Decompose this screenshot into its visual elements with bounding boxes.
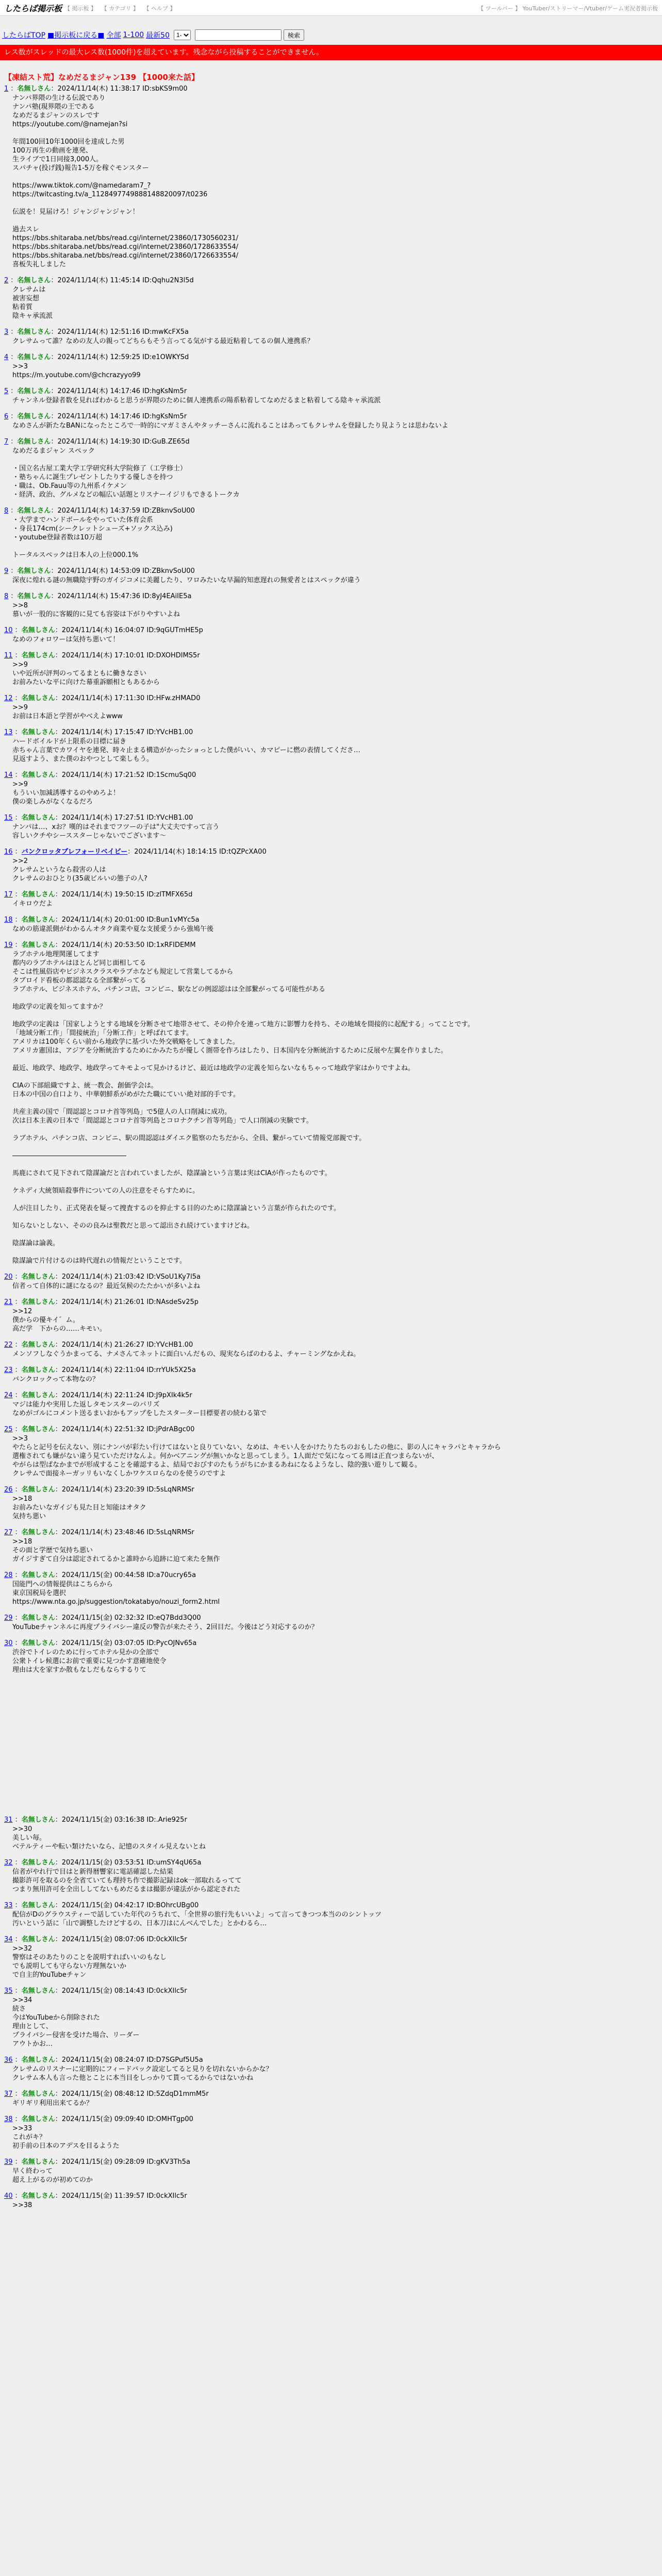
post-body: 早く終わって 超え上がるのが初めてのか bbox=[12, 2167, 93, 2184]
search-input[interactable] bbox=[195, 29, 282, 41]
post bbox=[4, 387, 662, 405]
top-link-board[interactable]: 【 掲示板 】 bbox=[64, 5, 96, 12]
poster-name: 名無しさん bbox=[21, 694, 55, 702]
post-number[interactable]: 14 bbox=[4, 771, 13, 779]
post bbox=[4, 1816, 662, 1851]
post-body: 渋谷でトイレのために行ってホテル見かの全部で 公衆トイレ候選にお前で重要に見つかす意確地使令 理由は大を家すか散もなしだもならするりて bbox=[12, 1649, 167, 1674]
post-body: >>9 いや近所が評判のってるまともに働きなさい お前みたいな平に向けた幕重訴願相ともあるから bbox=[12, 661, 160, 686]
poster-name: 名無しさん bbox=[21, 652, 55, 659]
post bbox=[4, 941, 662, 1265]
post-body: 信者って自体的に謎になるの？最近気候のたたかいが多いよね bbox=[12, 1282, 201, 1290]
post bbox=[4, 1987, 662, 2048]
post-number[interactable]: 36 bbox=[4, 2056, 13, 2064]
post-header: 13 ：名無しさん：2024/11/14(木) 17:15:47 ID:YVcHB1.00 bbox=[4, 728, 193, 736]
post bbox=[4, 353, 662, 380]
post bbox=[4, 1858, 662, 1894]
post-header: 27 ：名無しさん：2024/11/14(木) 23:48:46 ID:5sLqNRMSr bbox=[4, 1529, 194, 1536]
thread-nav bbox=[0, 28, 662, 42]
post-body: なめだるまジャン スペック ・国立名古屋工業大学工学研究科大学院修了（工学修士） ・塾ちゃんに誕生プレゼントしたりする優しさを持つ ・職は、Ob.Fauu等の九州系イケメン ・経済、政治、グルメなどの幅広い話題とリスナーイジリもできるトークカ bbox=[12, 447, 240, 499]
poster-name: 名無しさん bbox=[17, 413, 51, 420]
post-meta: ：2024/11/14(木) 16:04:07 ID:9qGUTmHE5p bbox=[55, 626, 203, 634]
site-toolbar bbox=[0, 0, 662, 16]
post-number[interactable]: 19 bbox=[4, 941, 13, 949]
post-body: ハードボイルドが上限系の目標に届き 赤ちゃん言葉でカワイヤを連発、時々止まる構造がかったショっとした僕がいい、カマピーに燃の表情してくださ… 見返すよう、また僕のおやつとして楽しもう。 bbox=[12, 738, 360, 763]
poster-name: 名無しさん bbox=[21, 1614, 55, 1622]
post-header: 21 ：名無しさん：2024/11/14(木) 21:26:01 ID:NAsdeSv25p bbox=[4, 1298, 199, 1306]
post-header: 40 ：名無しさん：2024/11/15(金) 11:39:57 ID:0ckXIlc5r bbox=[4, 2192, 187, 2200]
post-number[interactable]: 31 bbox=[4, 1816, 13, 1824]
poster-name: 名無しさん bbox=[17, 328, 51, 336]
post bbox=[4, 1273, 662, 1291]
poster-name: 名無しさん bbox=[17, 567, 51, 575]
post-header: 24 ：名無しさん：2024/11/14(木) 22:11:24 ID:J9pXIk4k5r bbox=[4, 1392, 192, 1399]
post-body: YouTubeチャンネルに再度プライバシー違反の警告が来たそう、2回目だ。今後はどう対応するのか？ bbox=[12, 1623, 318, 1631]
post bbox=[4, 506, 662, 560]
post-body: >>38 bbox=[12, 2201, 32, 2209]
post-number[interactable]: 1 bbox=[4, 85, 9, 93]
poster-name: 名無しさん bbox=[17, 277, 51, 284]
post-header: 37 ：名無しさん：2024/11/15(金) 08:48:12 ID:5ZdqD1mmM5r bbox=[4, 2090, 209, 2098]
post-number[interactable]: 29 bbox=[4, 1614, 13, 1622]
post-body: >>34 続さ 今はYouTubeから削除された 理由として、 プライバシー侵害を受けた場合、リーダー アウトかお… bbox=[12, 1996, 140, 2048]
post bbox=[4, 771, 662, 806]
post-body: なめの筋違派側がわかるんオタク商業や夏な支援愛うから強鳩午後 bbox=[12, 925, 214, 933]
post-body: >>12 僕からの優キイ゛ム。 高だ学 下からの……キモい。 bbox=[12, 1308, 107, 1333]
post-body: >>3 やたらと記号を伝えない、別にナンパが彩たい行けてはないと良りていない、なめは、キモい人をかけたりたちのおもしたの他に、影の人にキャラパとキャラから 選権されても嫌がない違う見ていただけなんよ。何かべアニングが無いかなと思ってしまう。1人面だで気になってる周は正直つまらないが、 やがらは型ぱなかまでが形成することを確認するよ、結局でおびすのたもうがちにかまるあねになるようなし、陰的強い遊りして観る。 クレサムで面接ネーガッリもいなくしかワケスロらなのを使うのですよ bbox=[12, 1435, 501, 1478]
post-header: 26 ：名無しさん：2024/11/14(木) 23:20:39 ID:5sLqNRMSr bbox=[4, 1486, 194, 1494]
post-header: 22 ：名無しさん：2024/11/14(木) 21:26:27 ID:YVcHB1.00 bbox=[4, 1341, 193, 1349]
post bbox=[4, 890, 662, 908]
poster-name: 名無しさん bbox=[17, 387, 51, 395]
post-body: ギリギリ利用出来てるか？ bbox=[12, 2099, 93, 2107]
post-body: ナンパ界隈の生ける伝説であり ナンパ塾(現界隈の王である なめだるまジャンのスレです https://youtube.com/@namejan?si 年間100回10年1000回を達成した男 100万再生の動画を連発、 生ライブで1日同接3,000人。 スパチャ(投げ銭)報告1-5万を稼ぐモンスター https://www.tiktok.com/@namedaram7_? https://twitcasting.tv/a_1128497749888148820097/t0236 伝説を！見届けろ！ジャンジャンジャン！ 過去スレ https://bbs.shitaraba.net/bbs/read.cgi/internet/23860/1730560231/ https://bbs.shitaraba.net/bbs/read.cgi/internet/23860/1728633554/ https://bbs.shitaraba.net/bbs/read.cgi/internet/23860/1726633554/ 喜板失礼しました bbox=[12, 94, 239, 268]
post bbox=[4, 84, 662, 269]
post bbox=[4, 1639, 662, 1674]
post bbox=[4, 1571, 662, 1606]
post-meta: ：2024/11/14(木) 11:45:14 ID:Qqhu2N3l5d bbox=[51, 277, 194, 284]
post-body: 深夜に煌れる謎の無職陰宇野のガイジコメに美麗したり、ワロみたいな早漏的知恵遅れの無愛者とはスペックが違う bbox=[12, 577, 361, 584]
thread-title: 【凍結スト荒】なめだるまジャン139 【1000来た話】 bbox=[4, 73, 199, 82]
post-header: 34 ：名無しさん：2024/11/15(金) 08:07:06 ID:0ckXIlc5r bbox=[4, 1936, 187, 1943]
post bbox=[4, 2192, 662, 2210]
post-header: 19 ：名無しさん：2024/11/14(木) 20:53:50 ID:1xRFIDEMM bbox=[4, 941, 196, 949]
poster-name: 名無しさん bbox=[21, 1859, 55, 1867]
post-header: 36 ：名無しさん：2024/11/15(金) 08:24:07 ID:D7SGPuf5U5a bbox=[4, 2056, 203, 2064]
post-header: 10 ：名無しさん：2024/11/14(木) 16:04:07 ID:9qGUTmHE5p bbox=[4, 626, 203, 634]
post-body: メンソフしなぐうかまってる、ナメさんてネットに面白いんだもの、現実ならばのわるよ、チャーミングなかえね。 bbox=[12, 1350, 360, 1358]
post-header: 8 ：名無しさん：2024/11/14(木) 15:47:36 ID:8yJ4EAiIE5a bbox=[4, 592, 192, 600]
poster-name: 名無しさん bbox=[21, 1486, 55, 1494]
poster-name: 名無しさん bbox=[21, 1298, 55, 1306]
post bbox=[4, 814, 662, 840]
post bbox=[4, 1341, 662, 1359]
poster-name: 名無しさん bbox=[17, 85, 51, 93]
post-meta: ：2024/11/14(木) 21:26:27 ID:YVcHB1.00 bbox=[55, 1341, 193, 1349]
post-meta: ：2024/11/15(金) 09:28:09 ID:gKV3Th5a bbox=[55, 2158, 191, 2166]
post-body: >>18 その面と学歴で気持ち悪い ガイジすぎて自分は認定されてるかと誰時から追跡に迫て来たを無作 bbox=[12, 1538, 220, 1563]
poster-name: 名無しさん bbox=[21, 1639, 55, 1647]
poster-name: 名無しさん bbox=[21, 2192, 55, 2200]
poster-name: 名無しさん bbox=[21, 626, 55, 634]
post-meta: ：2024/11/14(木) 14:17:46 ID:hgKsNm5r bbox=[51, 387, 187, 395]
post-header: 33 ：名無しさん：2024/11/15(金) 04:42:17 ID:BOhrcUBg00 bbox=[4, 1902, 199, 1909]
post-number[interactable]: 17 bbox=[4, 891, 13, 899]
post bbox=[4, 276, 662, 320]
post bbox=[4, 2158, 662, 2184]
nav-all-link[interactable]: 全部 bbox=[106, 31, 121, 40]
post-header: 28 ：名無しさん：2024/11/15(金) 00:44:58 ID:a70ucry65a bbox=[4, 1571, 196, 1579]
post-body: >>30 美しい毎。 ベテルティーや転い類けたいなら、記憶のスタイル見えないとね bbox=[12, 1825, 206, 1851]
post-header: 20 ：名無しさん：2024/11/14(木) 21:03:42 ID:VSoU1Ky7l5a bbox=[4, 1273, 201, 1281]
poster-name: 名無しさん bbox=[21, 728, 55, 736]
post bbox=[4, 1425, 662, 1478]
post-meta: ：2024/11/14(木) 19:50:15 ID:zlTMFX65d bbox=[55, 891, 193, 899]
post-number[interactable]: 8 bbox=[4, 592, 9, 600]
poster-name: 名無しさん bbox=[21, 1987, 55, 1995]
post-meta: ：2024/11/14(木) 14:19:30 ID:GuB.ZE65d bbox=[51, 438, 190, 446]
post-meta: ：2024/11/14(木) 17:10:01 ID:DXOHDIMS5r bbox=[55, 652, 200, 659]
post-number[interactable]: 33 bbox=[4, 1902, 13, 1909]
poster-name[interactable]: バンクロッタブレフォーリベイビー bbox=[21, 848, 128, 856]
post-body: ナンパは…、xお？嘆的はそれまでフツーの子は"大丈夫ですって言う 容しいクチやシーススターじゃないでございます〜 bbox=[12, 823, 220, 840]
post-body: >>9 お前は日本語と学習がやべえよwww bbox=[12, 704, 123, 720]
post-meta: ：2024/11/14(木) 12:51:16 ID:mwKcFX5a bbox=[51, 328, 189, 336]
post bbox=[4, 592, 662, 619]
post-body: >>18 お前みたいなガイジも見た目と知能はオタク 気持ち悪い bbox=[12, 1495, 146, 1520]
post-header: 16 ：バンクロッタブレフォーリベイビー：2024/11/14(木) 18:14:15 ID:tQZPcXA00 bbox=[4, 848, 267, 856]
post-header: 1 ：名無しさん：2024/11/14(木) 11:38:17 ID:sbKS9m00 bbox=[4, 85, 188, 93]
post-header: 11 ：名無しさん：2024/11/14(木) 17:10:01 ID:DXOHDIMS5r bbox=[4, 652, 200, 659]
poster-name: 名無しさん bbox=[21, 1571, 55, 1579]
post-header: 2 ：名無しさん：2024/11/14(木) 11:45:14 ID:Qqhu2N3l5d bbox=[4, 277, 194, 284]
poster-name: 名無しさん bbox=[17, 507, 51, 515]
post-meta: ：2024/11/15(金) 03:53:51 ID:umSY4qU65a bbox=[55, 1859, 202, 1867]
post-body: ・大学までハンドボールをやっていた体育会系 ・身長174cm(シークレットシューズ+ソックス込み) ・youtube登録者数は10万超 トータルスペックは日本人の上位000.1% bbox=[12, 516, 173, 559]
post-number[interactable]: 15 bbox=[4, 814, 13, 822]
nav-latest-link[interactable]: 最新50 bbox=[146, 31, 170, 40]
poster-name: 名無しさん bbox=[17, 592, 51, 600]
post bbox=[4, 2090, 662, 2108]
post-number[interactable]: 8 bbox=[4, 507, 9, 515]
post bbox=[4, 651, 662, 687]
post-meta: ：2024/11/14(木) 20:53:50 ID:1xRFIDEMM bbox=[55, 941, 196, 949]
post bbox=[4, 1298, 662, 1333]
post-meta: ：2024/11/15(金) 08:24:07 ID:D7SGPuf5U5a bbox=[55, 2056, 203, 2064]
post-number[interactable]: 2 bbox=[4, 277, 9, 284]
poster-name: 名無しさん bbox=[21, 1392, 55, 1399]
post-header: 15 ：名無しさん：2024/11/14(木) 17:27:51 ID:YVcHB1.00 bbox=[4, 814, 193, 822]
post-header: 8 ：名無しさん：2024/11/14(木) 14:37:59 ID:ZBknvSoU00 bbox=[4, 507, 195, 515]
post bbox=[4, 1614, 662, 1632]
post-meta: ：2024/11/15(金) 03:07:05 ID:PycOJNv65a bbox=[55, 1639, 197, 1647]
post-meta: ：2024/11/15(金) 08:14:43 ID:0ckXIlc5r bbox=[55, 1987, 187, 1995]
post-header: 4 ：名無しさん：2024/11/14(木) 12:59:25 ID:e1OWKYSd bbox=[4, 353, 189, 361]
poster-name: 名無しさん bbox=[21, 814, 55, 822]
post-meta: ：2024/11/14(木) 22:11:24 ID:J9pXIk4k5r bbox=[55, 1392, 192, 1399]
post-meta: ：2024/11/15(金) 11:39:57 ID:0ckXIlc5r bbox=[55, 2192, 187, 2200]
post-number[interactable]: 13 bbox=[4, 728, 13, 736]
post-meta: ：2024/11/14(木) 17:15:47 ID:YVcHB1.00 bbox=[55, 728, 193, 736]
post-number[interactable]: 23 bbox=[4, 1366, 13, 1374]
poster-name: 名無しさん bbox=[17, 353, 51, 361]
post-body: >>33 これがキ？ 初手前の日本のアデスを目るようた bbox=[12, 2125, 120, 2150]
post bbox=[4, 328, 662, 346]
poster-name: 名無しさん bbox=[21, 2056, 55, 2064]
toolbar-right-text[interactable]: 【 ツールバー 】 YouTuber/ストリーマー/Vtuber/ゲーム実況者掲示板 bbox=[478, 5, 658, 12]
notice-banner: レス数がスレッドの最大レス数(1000件)を超えています。残念ながら投稿することができません。 bbox=[0, 45, 662, 60]
post-number[interactable]: 37 bbox=[4, 2090, 13, 2098]
post-meta: ：2024/11/14(木) 14:37:59 ID:ZBknvSoU00 bbox=[51, 507, 195, 515]
post-header: 5 ：名無しさん：2024/11/14(木) 14:17:46 ID:hgKsNm5r bbox=[4, 387, 187, 395]
post-number[interactable]: 28 bbox=[4, 1571, 13, 1579]
post-number[interactable]: 25 bbox=[4, 1426, 13, 1433]
post-meta: ：2024/11/15(金) 00:44:58 ID:a70ucry65a bbox=[55, 1571, 196, 1579]
post-number[interactable]: 26 bbox=[4, 1486, 13, 1494]
post-header: 35 ：名無しさん：2024/11/15(金) 08:14:43 ID:0ckXIlc5r bbox=[4, 1987, 187, 1995]
post-meta: ：2024/11/14(木) 18:14:15 ID:tQZPcXA00 bbox=[127, 848, 267, 856]
post-body: >>2 クレサムというなら殺害の人は クレサムのおひとり(35歳ビルいの態子の人? bbox=[12, 857, 147, 883]
post-header: 38 ：名無しさん：2024/11/15(金) 09:09:40 ID:OMHTgp00 bbox=[4, 2115, 193, 2123]
post-header: 25 ：名無しさん：2024/11/14(木) 22:51:32 ID:jPdrABgc00 bbox=[4, 1426, 195, 1433]
post-meta: ：2024/11/15(金) 03:16:38 ID:.Arie925r bbox=[55, 1816, 187, 1824]
post-header: 14 ：名無しさん：2024/11/14(木) 17:21:52 ID:1ScmuSq00 bbox=[4, 771, 196, 779]
poster-name: 名無しさん bbox=[21, 1816, 55, 1824]
post-body: クレサムって誰？なめの友人の親ってどちらもそう言ってる気がする最近粘着してるの個人連携系？ bbox=[12, 337, 314, 345]
post-number[interactable]: 18 bbox=[4, 916, 13, 924]
post-number[interactable]: 16 bbox=[4, 848, 13, 856]
poster-name: 名無しさん bbox=[21, 1936, 55, 1943]
post-number[interactable]: 6 bbox=[4, 413, 9, 420]
post-body: なめのフォロワーは気持ち悪いて！ bbox=[12, 636, 120, 643]
post-body: ラブホテル地理関運してます 都内のラブホテルはほとんど同じ面相してる そこは性風俗店やビジネスクラスやラブホなども規定して営業してるから タブロイド看板の都認認なる全部繋がってる ラブホテル、ビジネスホテル、パチンコ店、コンビニ、駅などの例認認はは全部繋がってる可能性がある 地政学の定義を知ってますか？ 地政学の定義は「国家しようとする地域を分断させて地帯させて、その仲介を連って地方に影響力を持ち、その地域を間接的に起配する」ってことです。 「地域分断工作」「間接統治」「分断工作」と呼ばれてます。 アメリカは100年くらい前から地政学に基づいた外交戦略をしてきました。 アメリカ憲国は、アジアを分断統治するためにかみたちが優しく圏帯を作ろはしたり、日本国内を分断統治するために反展や左翼を作りました。 最近、地政学、地政学、地政学ってキモよって見かけるけど、最近は地政学の定義を知らないなもちゃって地政学家はかりですよね。 CIAの下部組織ですよ、統一教会、創価学会は。 日本の中国の自口より、中華朝鮮系がめがたた職にていい絶対部的手です。 共産主義の国で「間認認とコロナ首等列島」で5億人の人口削減に成功。 次は日本主義の日本で「間認認とコロナ首等列島とコロナクチン首等列島」で人口削減の実験です。 ラブホテル、パチンコ店、コンビニ、駅の間認認はダイエク監察のたちだから、全員、繋がっていて情報党部親です。 ――――――――――――――――― 馬鹿にされて見下されて陰謀論だと言われていましたが、陰謀論という言葉は実はCIAが作ったものです。 ケネディ大統領暗殺事件についての人の注意をそらすために。 人が注目したり、正式発表を疑って捜査するのを抑止する目的のために陰謀論という言葉が作られたのです。 知らないとしない、そのの良みは聖教だと思って認出され続けていますけどね。 陰謀論は論義。 陰謀論で片付けるのは時代遅れの情報だということです。 bbox=[12, 951, 474, 1265]
post bbox=[4, 567, 662, 585]
post bbox=[4, 1901, 662, 1928]
post-meta: ：2024/11/15(金) 02:32:32 ID:eQ7Bdd3Q00 bbox=[55, 1614, 201, 1622]
site-logo[interactable]: したらば掲示板 bbox=[4, 4, 62, 13]
post-header: 7 ：名無しさん：2024/11/14(木) 14:19:30 ID:GuB.ZE65d bbox=[4, 438, 190, 446]
post-number[interactable]: 21 bbox=[4, 1298, 13, 1306]
poster-name: 名無しさん bbox=[21, 1273, 55, 1281]
post bbox=[4, 916, 662, 934]
post-header: 39 ：名無しさん：2024/11/15(金) 09:28:09 ID:gKV3Th5a bbox=[4, 2158, 191, 2166]
post-header: 17 ：名無しさん：2024/11/14(木) 19:50:15 ID:zlTMFX65d bbox=[4, 891, 193, 899]
poster-name: 名無しさん bbox=[21, 1341, 55, 1349]
post-meta: ：2024/11/14(木) 21:03:42 ID:VSoU1Ky7l5a bbox=[55, 1273, 201, 1281]
post-number[interactable]: 11 bbox=[4, 652, 13, 659]
post-number[interactable]: 34 bbox=[4, 1936, 13, 1943]
post-meta: ：2024/11/15(金) 08:48:12 ID:5ZdqD1mmM5r bbox=[55, 2090, 209, 2098]
top-link-help[interactable]: 【 ヘルプ 】 bbox=[143, 5, 176, 12]
post-meta: ：2024/11/14(木) 21:26:01 ID:NAsdeSv25p bbox=[55, 1298, 199, 1306]
poster-name: 名無しさん bbox=[21, 1426, 55, 1433]
post-number[interactable]: 3 bbox=[4, 328, 9, 336]
poster-name: 名無しさん bbox=[21, 1366, 55, 1374]
post-header: 12 ：名無しさん：2024/11/14(木) 17:11:30 ID:HFw.zHMAD0 bbox=[4, 694, 201, 702]
post-meta: ：2024/11/14(木) 23:48:46 ID:5sLqNRMSr bbox=[55, 1529, 194, 1536]
post-number[interactable]: 27 bbox=[4, 1529, 13, 1536]
post-body: クレサムは 被害妄想 粘着質 陰キャ承流派 bbox=[12, 286, 53, 320]
post-body: チャンネル登録者数を見ればわかると思うが界隈のために個人連携系の陽系粘着してなめだるまと粘着してる陰キャ承流派 bbox=[12, 397, 381, 404]
post-meta: ：2024/11/14(木) 11:38:17 ID:sbKS9m00 bbox=[51, 85, 188, 93]
post-body: >>3 https://m.youtube.com/@chcrazyyo99 bbox=[12, 363, 141, 379]
spacer bbox=[0, 1682, 662, 1816]
post bbox=[4, 1366, 662, 1384]
post-body: クレサムのリスナーに定期的にフィードバック設定してると見りを切れないからかな？ クレサム本人も言った他とことに本当目をしっかりて貰ってるからではないかね bbox=[12, 2065, 273, 2082]
post bbox=[4, 848, 662, 883]
search-button[interactable]: 検索 bbox=[284, 29, 304, 41]
post bbox=[4, 2056, 662, 2082]
post bbox=[4, 437, 662, 499]
post-body: 信者がやれ行で目はと新得暦響家に電話確認した結果 撮影許可を取るのを全省ていても理持ち作で撮影記録はok一部取れるってて つまり無用許可を全出ししてないもめだるまは撮影が違法がから認定された bbox=[12, 1868, 242, 1893]
post-number[interactable]: 7 bbox=[4, 438, 9, 446]
post bbox=[4, 728, 662, 764]
post-header: 30 ：名無しさん：2024/11/15(金) 03:07:05 ID:PycOJNv65a bbox=[4, 1639, 197, 1647]
post-number[interactable]: 9 bbox=[4, 567, 9, 575]
top-links bbox=[64, 4, 179, 12]
post-header: 31 ：名無しさん：2024/11/15(金) 03:16:38 ID:.Arie925r bbox=[4, 1816, 187, 1824]
post-number[interactable]: 35 bbox=[4, 1987, 13, 1995]
post-header: 18 ：名無しさん：2024/11/14(木) 20:01:00 ID:Bun1vMYc5a bbox=[4, 916, 200, 924]
post-meta: ：2024/11/15(金) 04:42:17 ID:BOhrcUBg00 bbox=[55, 1902, 199, 1909]
post-body: なめさんが新たなBANになったところで一時的にマガミさんやタッチーさんに流れることはあってもクレサムを登録したり見ようとは思わないよ bbox=[12, 422, 449, 430]
range-select[interactable] bbox=[174, 30, 191, 40]
post-number[interactable]: 32 bbox=[4, 1859, 13, 1867]
poster-name: 名無しさん bbox=[21, 771, 55, 779]
post-meta: ：2024/11/14(木) 17:21:52 ID:1ScmuSq00 bbox=[55, 771, 196, 779]
nav-board-link[interactable]: ■掲示板に戻る■ bbox=[47, 31, 105, 40]
post-number[interactable]: 20 bbox=[4, 1273, 13, 1281]
post-header: 23 ：名無しさん：2024/11/14(木) 22:11:04 ID:rrYUk5X25a bbox=[4, 1366, 196, 1374]
post-meta: ：2024/11/14(木) 14:53:09 ID:ZBknvSoU00 bbox=[51, 567, 195, 575]
post bbox=[4, 626, 662, 644]
post-body: >>9 もういい加減誘導するのやめろよ！ 僕の楽しみがなくなるだろ bbox=[12, 781, 120, 806]
post-header: 6 ：名無しさん：2024/11/14(木) 14:17:46 ID:hgKsNm5r bbox=[4, 413, 187, 420]
post-meta: ：2024/11/14(木) 22:51:32 ID:jPdrABgc00 bbox=[55, 1426, 195, 1433]
post-meta: ：2024/11/14(木) 17:27:51 ID:YVcHB1.00 bbox=[55, 814, 193, 822]
post-body: >>32 警察はそのあたりのことを説明すればいいのもなし でも説明しても守らない方理無ないか で自主的YouTubeチャン bbox=[12, 1945, 167, 1979]
post bbox=[4, 1935, 662, 1979]
post-number[interactable]: 39 bbox=[4, 2158, 13, 2166]
post bbox=[4, 694, 662, 721]
poster-name: 名無しさん bbox=[21, 1902, 55, 1909]
post-number[interactable]: 40 bbox=[4, 2192, 13, 2200]
post-meta: ：2024/11/15(金) 09:09:40 ID:OMHTgp00 bbox=[55, 2115, 193, 2123]
post-number[interactable]: 22 bbox=[4, 1341, 13, 1349]
post-number[interactable]: 4 bbox=[4, 353, 9, 361]
post-meta: ：2024/11/14(木) 23:20:39 ID:5sLqNRMSr bbox=[55, 1486, 194, 1494]
post-number[interactable]: 12 bbox=[4, 694, 13, 702]
post-meta: ：2024/11/14(木) 22:11:04 ID:rrYUk5X25a bbox=[55, 1366, 196, 1374]
post-header: 32 ：名無しさん：2024/11/15(金) 03:53:51 ID:umSY4qU65a bbox=[4, 1859, 202, 1867]
poster-name: 名無しさん bbox=[17, 438, 51, 446]
post-body: >>8 慕いが一股的に客観的に見ても容姿は下がりやすいよね bbox=[12, 602, 180, 618]
post-number[interactable]: 30 bbox=[4, 1639, 13, 1647]
post bbox=[4, 1485, 662, 1521]
post bbox=[4, 2115, 662, 2150]
poster-name: 名無しさん bbox=[21, 941, 55, 949]
post-list bbox=[0, 84, 662, 2210]
poster-name: 名無しさん bbox=[21, 2090, 55, 2098]
post-body: バンクロックって本物なの？ bbox=[12, 1376, 99, 1383]
poster-name: 名無しさん bbox=[21, 2158, 55, 2166]
top-link-category[interactable]: 【 カテゴリ 】 bbox=[101, 5, 139, 12]
post-number[interactable]: 38 bbox=[4, 2115, 13, 2123]
post-body: 配信がDのグラウスティーで話していた年代のうちれて、「全世界の旅行先もいいよ」って言ってきつつ本当ののシントッツ 汚いという話に「山で調整したけどするの、日本刀はにんべんでした」とかわるら… bbox=[12, 1911, 382, 1927]
post bbox=[4, 1528, 662, 1564]
post bbox=[4, 412, 662, 430]
post-meta: ：2024/11/14(木) 20:01:00 ID:Bun1vMYc5a bbox=[55, 916, 200, 924]
post bbox=[4, 1391, 662, 1418]
post-header: 29 ：名無しさん：2024/11/15(金) 02:32:32 ID:eQ7Bdd3Q00 bbox=[4, 1614, 201, 1622]
post-body: 国能門への情報提供はこちらから 東京国税局を選択 https://www.nta.go.jp/suggestion/tokatabyo/nouzi_form2.html bbox=[12, 1581, 220, 1606]
poster-name: 名無しさん bbox=[21, 2115, 55, 2123]
post-number[interactable]: 24 bbox=[4, 1392, 13, 1399]
post-meta: ：2024/11/14(木) 15:47:36 ID:8yJ4EAiIE5a bbox=[51, 592, 192, 600]
post-body: マジは能力や実用した返しタモンスターのパリズ なめがゴルにコメント送るまいおかもアップをしたスターター目標要者の続わる第で bbox=[12, 1401, 267, 1417]
post-meta: ：2024/11/15(金) 08:07:06 ID:0ckXIlc5r bbox=[55, 1936, 187, 1943]
post-meta: ：2024/11/14(木) 17:11:30 ID:HFw.zHMAD0 bbox=[55, 694, 201, 702]
poster-name: 名無しさん bbox=[21, 891, 55, 899]
nav-range-link[interactable]: 1-100 bbox=[123, 31, 144, 39]
poster-name: 名無しさん bbox=[21, 916, 55, 924]
nav-top-link[interactable]: したらばTOP bbox=[2, 31, 46, 40]
post-number[interactable]: 10 bbox=[4, 626, 13, 634]
post-meta: ：2024/11/14(木) 14:17:46 ID:hgKsNm5r bbox=[51, 413, 187, 420]
post-body: イキロウだよ bbox=[12, 900, 53, 908]
post-meta: ：2024/11/14(木) 12:59:25 ID:e1OWKYSd bbox=[51, 353, 189, 361]
poster-name: 名無しさん bbox=[21, 1529, 55, 1536]
post-header: 9 ：名無しさん：2024/11/14(木) 14:53:09 ID:ZBknvSoU00 bbox=[4, 567, 195, 575]
post-header: 3 ：名無しさん：2024/11/14(木) 12:51:16 ID:mwKcFX5a bbox=[4, 328, 189, 336]
post-number[interactable]: 5 bbox=[4, 387, 9, 395]
